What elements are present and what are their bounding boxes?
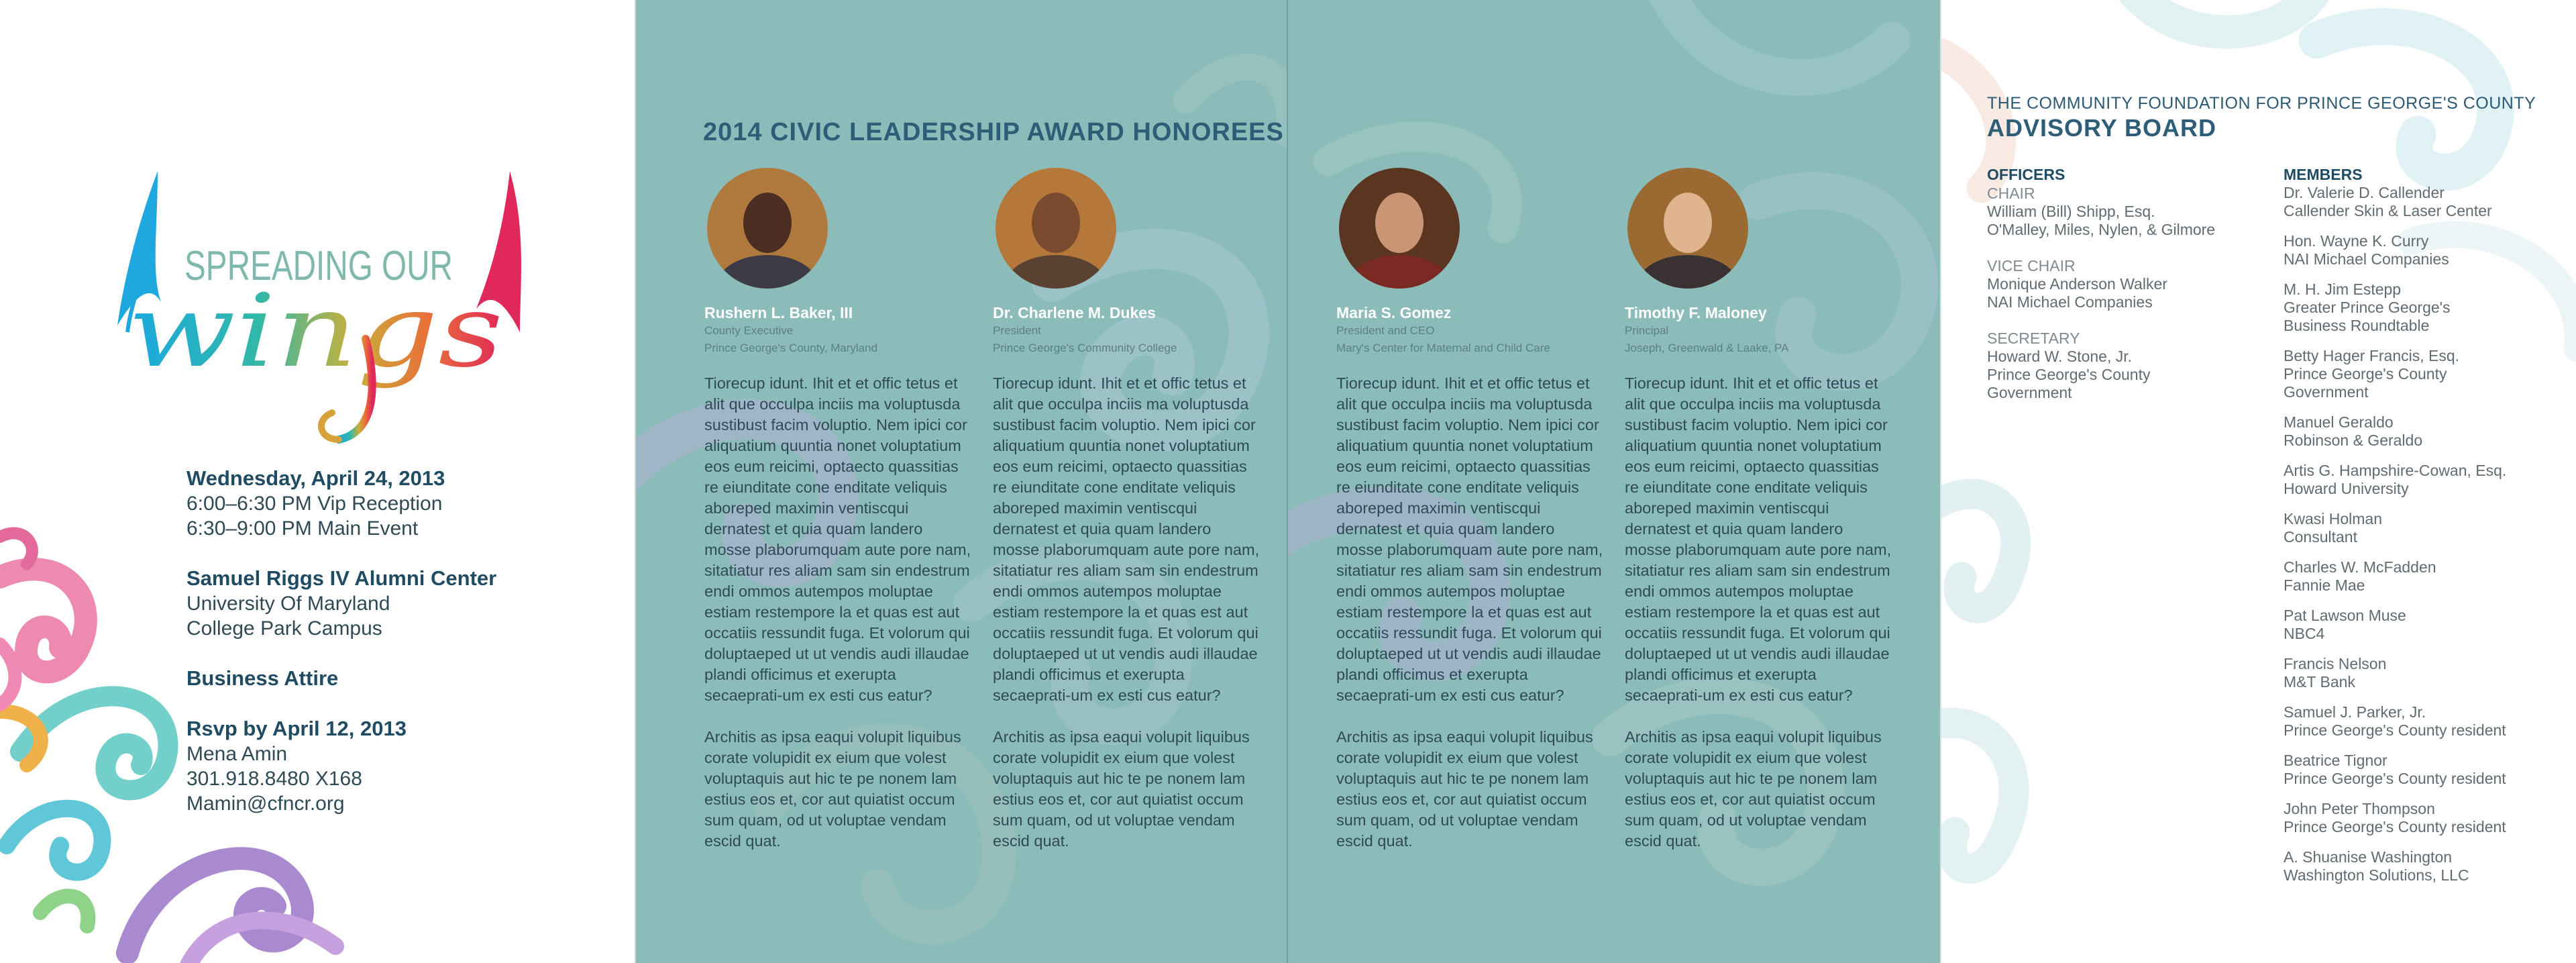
honoree-bio-paragraph-1: Tiorecup idunt. Ihit et et offic tetus et alit que occulpa inciis ma voluptusda sustibust facim voluptio. Nem ipici cor aliquatium quuntia nonet voluptatium eos eum reicimi, optaecto quassitias re eiunditate cone enditate veliquis aboreped maximin ventiscqui dernatest et quia quam landero mosse plaborumquam aute pore nam, sitatiatur res aliam sam sin endestrum endi ommos autempos moluptae estiam restempore la et quas est aut occatiis ressundit fuga. Et volorum qui doluptaeped ut ut vendis audi illaudae plandi officimus et exerupta secaeprati-um ex esti cus eatur? xyxy=(1625,374,1892,704)
rsvp-contact-email: Mamin@cfncr.org xyxy=(186,793,345,815)
honoree-name: Timothy F. Maloney xyxy=(1625,304,1767,321)
member-affiliation: Washington Solutions, LLC xyxy=(2284,866,2469,884)
portrait-image xyxy=(996,168,1116,289)
honoree-name: Maria S. Gomez xyxy=(1336,304,1452,321)
member-name: M. H. Jim Estepp xyxy=(2284,281,2402,298)
event-venue: Samuel Riggs IV Alumni Center xyxy=(186,566,497,590)
logo-title-text: SPREADING OUR xyxy=(184,243,453,289)
event-panel xyxy=(0,0,636,963)
event-time-reception: 6:00–6:30 PM Vip Reception xyxy=(186,493,443,515)
officer-entry xyxy=(1987,184,2269,239)
rsvp-contact-phone: 301.918.8480 X168 xyxy=(186,768,362,790)
honoree-bio-paragraph-1: Tiorecup idunt. Ihit et et offic tetus et alit que occulpa inciis ma voluptusda sustibust facim voluptio. Nem ipici cor aliquatium quuntia nonet voluptatium eos eum reicimi, optaecto quassitias re eiunditate cone enditate veliquis aboreped maximin ventiscqui dernatest et quia quam landero mosse plaborumquam aute pore nam, sitatiatur res aliam sam sin endestrum endi ommos autempos moluptae estiam restempore la et quas est aut occatiis ressundit fuga. Et volorum qui doluptaeped ut ut vendis audi illaudae plandi officimus et exerupta secaeprati-um ex esti cus eatur? xyxy=(704,374,971,704)
foundation-name: THE COMMUNITY FOUNDATION FOR PRINCE GEORGE'S COUNTY xyxy=(1987,94,2536,113)
honoree-bio-paragraph-2: Architis as ipsa eaqui volupit liquibus corate volupidit ex eium que volest voluptaquis aut hic te pe nonem lam estius eos et, cor aut quiatist occum sum quam, od ut voluptae vendam escid quat. xyxy=(1336,728,1593,850)
logo-script-text: wings xyxy=(127,273,503,390)
member-name: Betty Hager Francis, Esq. xyxy=(2284,347,2460,364)
event-time-main: 6:30–9:00 PM Main Event xyxy=(186,517,419,540)
member-entry xyxy=(2284,703,2565,740)
member-entry xyxy=(2284,232,2565,268)
officer-line: Prince George's County xyxy=(1987,366,2151,383)
portrait-image xyxy=(1627,168,1748,289)
member-affiliation: Consultant xyxy=(2284,528,2357,546)
member-name: Charles W. McFadden xyxy=(2284,558,2436,576)
honoree-card xyxy=(993,168,1261,852)
member-name: A. Shuanise Washington xyxy=(2284,848,2453,866)
honoree-card xyxy=(1625,168,1893,852)
officers-list xyxy=(1987,165,2269,419)
member-entry xyxy=(2284,510,2565,546)
member-entry xyxy=(2284,347,2565,401)
rsvp-contact-name: Mena Amin xyxy=(186,743,288,765)
honoree-photo xyxy=(1339,168,1460,289)
member-entry xyxy=(2284,184,2565,220)
member-name: Manuel Geraldo xyxy=(2284,413,2394,431)
member-entry xyxy=(2284,558,2565,595)
honoree-title: County Executive xyxy=(704,324,794,337)
member-entry xyxy=(2284,752,2565,788)
member-name: Artis G. Hampshire-Cowan, Esq. xyxy=(2284,462,2507,479)
members-heading: MEMBERS xyxy=(2284,166,2363,183)
member-affiliation: NAI Michael Companies xyxy=(2284,250,2449,268)
member-entry xyxy=(2284,848,2565,884)
honoree-bio xyxy=(1336,373,1605,852)
officers-heading: OFFICERS xyxy=(1987,166,2065,183)
member-entry xyxy=(2284,281,2565,335)
member-affiliation: NBC4 xyxy=(2284,625,2325,642)
officer-line: NAI Michael Companies xyxy=(1987,293,2153,311)
member-affiliation: Prince George's County resident xyxy=(2284,818,2506,835)
portrait-image xyxy=(707,168,828,289)
member-entry xyxy=(2284,413,2565,450)
honoree-bio-paragraph-2: Architis as ipsa eaqui volupit liquibus corate volupidit ex eium que volest voluptaquis aut hic te pe nonem lam estius eos et, cor aut quiatist occum sum quam, od ut voluptae vendam escid quat. xyxy=(1625,728,1882,850)
event-details xyxy=(186,466,589,816)
officer-role: SECRETARY xyxy=(1987,330,2080,347)
officer-line: William (Bill) Shipp, Esq. xyxy=(1987,203,2155,220)
honorees-heading: 2014 CIVIC LEADERSHIP AWARD HONOREES xyxy=(703,118,1284,146)
member-name: Hon. Wayne K. Curry xyxy=(2284,232,2429,250)
officer-line: Howard W. Stone, Jr. xyxy=(1987,348,2133,365)
honoree-title: President xyxy=(993,324,1041,337)
member-affiliation: Callender Skin & Laser Center xyxy=(2284,202,2492,219)
honoree-photo xyxy=(707,168,828,289)
honoree-bio xyxy=(993,373,1261,852)
honoree-bio-paragraph-2: Architis as ipsa eaqui volupit liquibus corate volupidit ex eium que volest voluptaquis aut hic te pe nonem lam estius eos et, cor aut quiatist occum sum quam, od ut voluptae vendam escid quat. xyxy=(704,728,961,850)
member-name: Beatrice Tignor xyxy=(2284,752,2387,769)
honoree-organization: Prince George's County, Maryland xyxy=(704,342,878,354)
honoree-title: Principal xyxy=(1625,324,1669,337)
honoree-card xyxy=(1336,168,1605,852)
member-name: Dr. Valerie D. Callender xyxy=(2284,184,2445,201)
member-entry xyxy=(2284,462,2565,498)
officer-role: CHAIR xyxy=(1987,185,2035,202)
member-name: Pat Lawson Muse xyxy=(2284,607,2406,624)
member-affiliation: Greater Prince George's xyxy=(2284,299,2451,316)
officer-entry xyxy=(1987,329,2269,402)
honoree-bio-paragraph-1: Tiorecup idunt. Ihit et et offic tetus et alit que occulpa inciis ma voluptusda sustibust facim voluptio. Nem ipici cor aliquatium quuntia nonet voluptatium eos eum reicimi, optaecto quassitias re eiunditate cone enditate veliquis aboreped maximin ventiscqui dernatest et quia quam landero mosse plaborumquam aute pore nam, sitatiatur res aliam sam sin endestrum endi ommos autempos moluptae estiam restempore la et quas est aut occatiis ressundit fuga. Et volorum qui doluptaeped ut ut vendis audi illaudae plandi officimus et exerupta secaeprati-um ex esti cus eatur? xyxy=(1336,374,1603,704)
honoree-bio xyxy=(704,373,973,852)
honoree-bio-paragraph-1: Tiorecup idunt. Ihit et et offic tetus et alit que occulpa inciis ma voluptusda sustibust facim voluptio. Nem ipici cor aliquatium quuntia nonet voluptatium eos eum reicimi, optaecto quassitias re eiunditate cone enditate veliquis aboreped maximin ventiscqui dernatest et quia quam landero mosse plaborumquam aute pore nam, sitatiatur res aliam sam sin endestrum endi ommos autempos moluptae estiam restempore la et quas est aut occatiis ressundit fuga. Et volorum qui doluptaeped ut ut vendis audi illaudae plandi officimus et exerupta secaeprati-um ex esti cus eatur? xyxy=(993,374,1260,704)
member-affiliation: Business Roundtable xyxy=(2284,317,2430,334)
member-affiliation: Robinson & Geraldo xyxy=(2284,432,2423,449)
event-venue-line2: University Of Maryland xyxy=(186,593,390,615)
event-venue-line3: College Park Campus xyxy=(186,617,382,640)
officer-entry xyxy=(1987,256,2269,311)
honoree-photo xyxy=(1627,168,1748,289)
honoree-organization: Joseph, Greenwald & Laake, PA xyxy=(1625,342,1789,354)
officer-line: O'Malley, Miles, Nylen, & Gilmore xyxy=(1987,221,2216,238)
member-name: Kwasi Holman xyxy=(2284,510,2382,527)
event-rsvp: Rsvp by April 12, 2013 xyxy=(186,717,407,740)
member-entry xyxy=(2284,655,2565,691)
member-affiliation: Government xyxy=(2284,383,2369,401)
honoree-photo xyxy=(996,168,1116,289)
honoree-title: President and CEO xyxy=(1336,324,1435,337)
member-affiliation: Prince George's County xyxy=(2284,365,2447,383)
honoree-bio xyxy=(1625,373,1893,852)
member-name: Samuel J. Parker, Jr. xyxy=(2284,703,2426,721)
portrait-image xyxy=(1339,168,1460,289)
event-attire: Business Attire xyxy=(186,666,339,690)
member-entry xyxy=(2284,800,2565,836)
member-affiliation: Prince George's County resident xyxy=(2284,770,2506,787)
advisory-board-heading: ADVISORY BOARD xyxy=(1987,114,2217,142)
member-affiliation: Fannie Mae xyxy=(2284,576,2365,594)
member-entry xyxy=(2284,607,2565,643)
member-affiliation: M&T Bank xyxy=(2284,673,2355,691)
member-affiliation: Prince George's County resident xyxy=(2284,721,2506,739)
honoree-card xyxy=(704,168,973,852)
honoree-name: Dr. Charlene M. Dukes xyxy=(993,304,1156,321)
member-name: John Peter Thompson xyxy=(2284,800,2435,817)
honoree-name: Rushern L. Baker, III xyxy=(704,304,853,321)
officer-line: Monique Anderson Walker xyxy=(1987,275,2167,293)
members-list xyxy=(2284,165,2565,897)
officer-role: VICE CHAIR xyxy=(1987,257,2076,274)
officer-line: Government xyxy=(1987,384,2072,401)
spreading-our-wings-logo xyxy=(111,171,527,446)
event-date: Wednesday, April 24, 2013 xyxy=(186,466,445,490)
member-name: Francis Nelson xyxy=(2284,655,2387,672)
honoree-bio-paragraph-2: Architis as ipsa eaqui volupit liquibus corate volupidit ex eium que volest voluptaquis aut hic te pe nonem lam estius eos et, cor aut quiatist occum sum quam, od ut voluptae vendam escid quat. xyxy=(993,728,1250,850)
honoree-organization: Mary's Center for Maternal and Child Care xyxy=(1336,342,1550,354)
honoree-organization: Prince George's Community College xyxy=(993,342,1177,354)
member-affiliation: Howard University xyxy=(2284,480,2409,497)
